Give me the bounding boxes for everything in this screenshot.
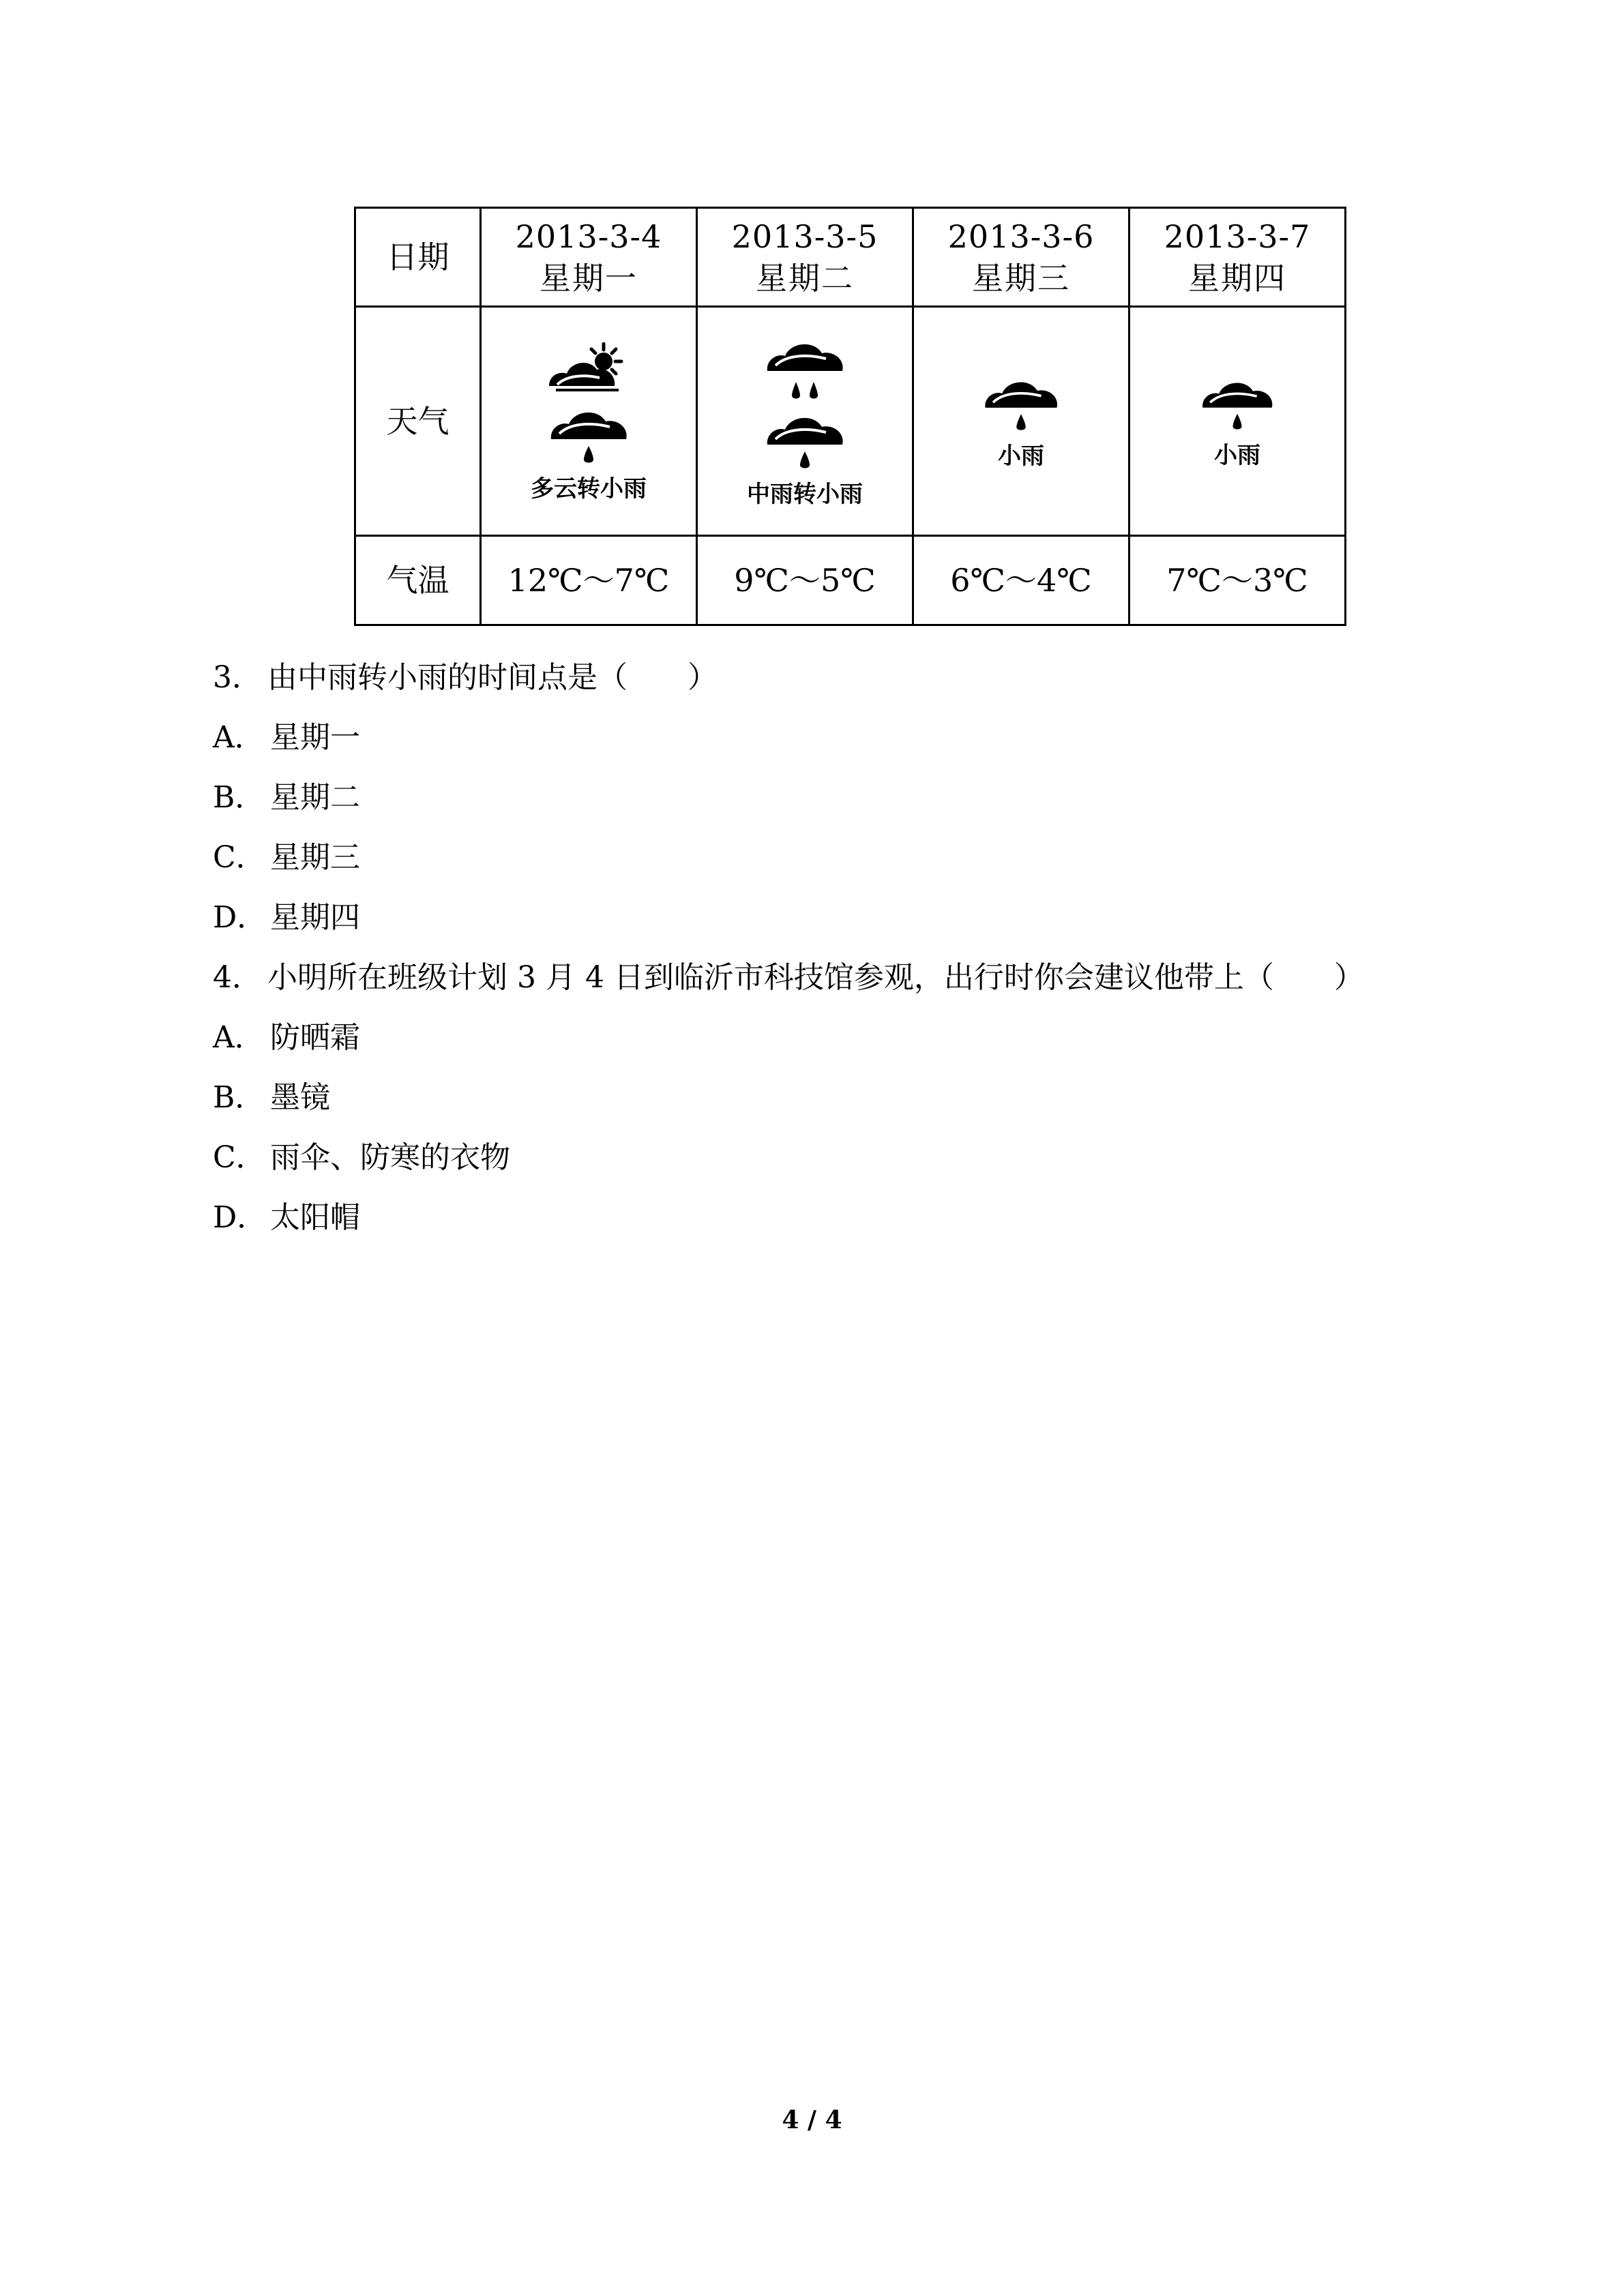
weather-cell <box>913 307 1130 536</box>
date-header-cell <box>355 208 481 307</box>
answer-option[interactable] <box>213 768 1441 828</box>
weather-caption: 中雨转小雨 <box>747 480 863 508</box>
answer-option[interactable] <box>213 1068 1441 1128</box>
option-text: 星期一 <box>270 720 360 755</box>
answer-option[interactable] <box>213 888 1441 948</box>
date-value: 2013-3-6 <box>947 218 1095 255</box>
date-cell <box>913 208 1130 307</box>
temp-cell <box>913 536 1130 625</box>
weekday-value: 星期四 <box>1188 260 1286 297</box>
date-header: 日期 <box>386 239 449 275</box>
option-text: 太阳帽 <box>270 1200 360 1235</box>
weather-header: 天气 <box>386 402 449 440</box>
question-text: 小明所在班级计划 3 月 4 日到临沂市科技馆参观，出行时你会建议他带上（ ） <box>267 960 1364 995</box>
temp-value: 12℃～7℃ <box>507 562 670 599</box>
date-value: 2013-3-4 <box>515 218 662 255</box>
weather-caption: 多云转小雨 <box>531 475 647 503</box>
option-letter: A． <box>213 1020 265 1055</box>
option-letter: B． <box>213 1080 265 1115</box>
temp-cell <box>1130 536 1346 625</box>
light-rain-icon <box>544 405 633 468</box>
option-letter: C． <box>213 840 266 875</box>
option-text: 雨伞、防寒的衣物 <box>270 1140 510 1175</box>
date-cell <box>1130 208 1346 307</box>
question-number: 4． <box>213 960 262 995</box>
weather-row <box>355 307 1346 536</box>
temp-header: 气温 <box>386 562 449 599</box>
date-value: 2013-3-5 <box>731 218 879 255</box>
option-letter: C． <box>213 1140 266 1175</box>
light-rain-icon <box>979 375 1063 435</box>
weather-cell <box>1130 307 1346 536</box>
temperature-row <box>355 536 1346 625</box>
weather-cell <box>697 307 913 536</box>
temp-cell <box>697 536 913 625</box>
light-rain-icon <box>761 411 849 473</box>
option-text: 星期四 <box>270 900 360 935</box>
option-letter: A． <box>213 720 265 755</box>
weekday-value: 星期二 <box>756 260 854 297</box>
weather-caption: 小雨 <box>998 442 1044 470</box>
option-text: 墨镜 <box>270 1080 330 1115</box>
option-letter: D． <box>213 1200 267 1235</box>
date-cell <box>697 208 913 307</box>
page-number: 4 / 4 <box>782 2106 842 2134</box>
weekday-value: 星期一 <box>540 260 638 297</box>
partly-cloudy-icon <box>541 342 636 398</box>
option-letter: B． <box>213 780 265 815</box>
temp-header-cell <box>355 536 481 625</box>
question-stem <box>213 648 1441 708</box>
weekday-value: 星期三 <box>972 260 1070 297</box>
weather-caption: 小雨 <box>1214 441 1260 469</box>
date-row <box>355 208 1346 307</box>
answer-option[interactable] <box>213 828 1441 888</box>
option-text: 星期三 <box>270 840 360 875</box>
temp-value: 6℃～4℃ <box>950 562 1092 599</box>
answer-option[interactable] <box>213 708 1441 768</box>
weather-header-cell <box>355 307 481 536</box>
temp-value: 9℃～5℃ <box>734 562 876 599</box>
date-cell <box>481 208 697 307</box>
moderate-rain-icon <box>761 337 849 405</box>
answer-option[interactable] <box>213 1188 1441 1248</box>
light-rain-icon <box>1196 376 1278 434</box>
answer-option[interactable] <box>213 1008 1441 1068</box>
temp-value: 7℃～3℃ <box>1166 562 1308 599</box>
question-stem <box>213 948 1441 1008</box>
weather-cell <box>481 307 697 536</box>
date-value: 2013-3-7 <box>1164 218 1311 255</box>
option-letter: D． <box>213 900 267 935</box>
temp-cell <box>481 536 697 625</box>
option-text: 防晒霜 <box>270 1020 360 1055</box>
question-number: 3． <box>213 660 262 695</box>
answer-option[interactable] <box>213 1128 1441 1188</box>
question-text: 由中雨转小雨的时间点是（ ） <box>267 660 718 695</box>
weather-forecast-table <box>354 207 1346 626</box>
option-text: 星期二 <box>270 780 360 815</box>
questions-section <box>213 648 1441 1248</box>
